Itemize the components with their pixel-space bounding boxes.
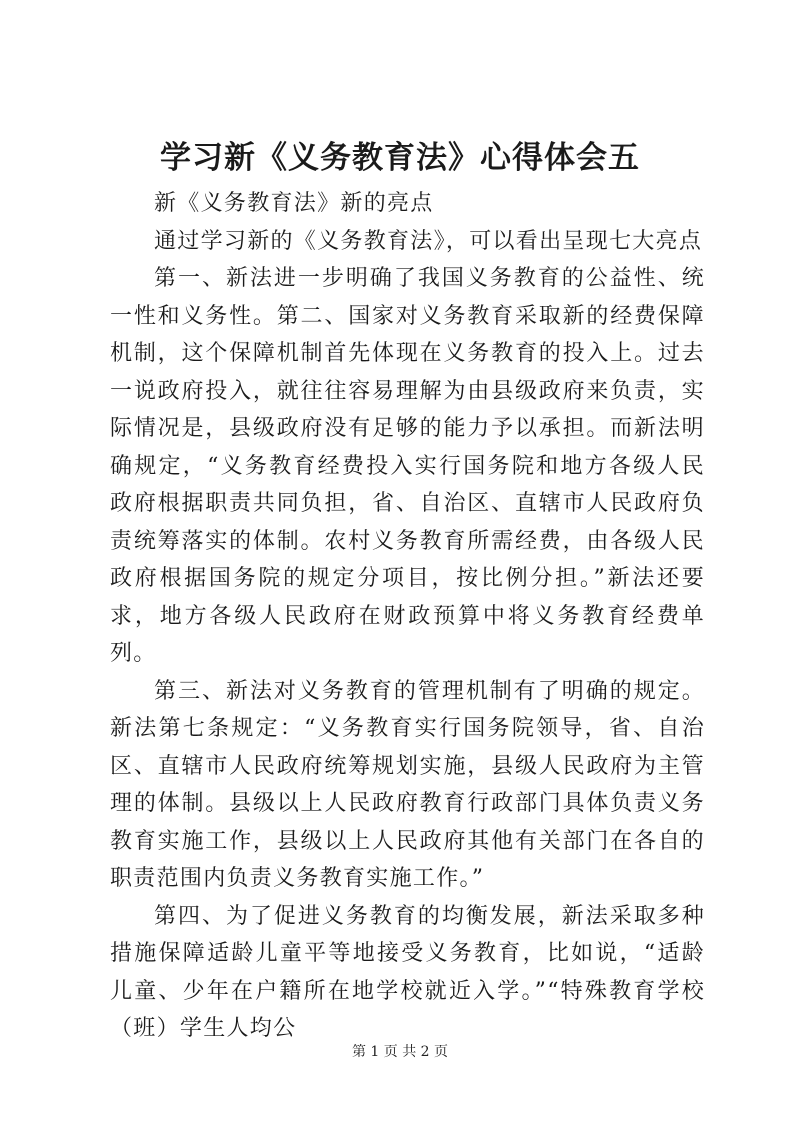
paragraph-first-second: 第一、新法进一步明确了我国义务教育的公益性、统一性和义务性。第二、国家对义务教育采取新的经费保障机制，这个保障机制首先体现在义务教育的投入上。过去一说政府投入，就往往容易理解为由县级政府来负责，实际情况是，县级政府没有足够的能力予以承担。而新法明确规定，“义务教育经费投入实行国务院和地方各级人民政府根据职责共同负担，省、自治区、直辖市人民政府负责统筹落实的体制。农村义务教育所需经费，由各级人民政府根据国务院的规定分项目，按比例分担。”新法还要求，地方各级人民政府在财政预算中将义务教育经费单列。 <box>110 266 705 666</box>
paragraph-intro: 通过学习新的《义务教育法》，可以看出呈现七大亮点 <box>154 228 703 254</box>
page-footer: 第 1 页 共 2 页 <box>351 1044 449 1060</box>
document-title: 学习新《义务教育法》心得体会五 <box>160 140 640 176</box>
paragraph-subheading: 新《义务教育法》新的亮点 <box>154 191 434 216</box>
paragraph-third: 第三、新法对义务教育的管理机制有了明确的规定。新法第七条规定：“义务教育实行国务院领导，省、自治区、直辖市人民政府统筹规划实施，县级人民政府为主管理的体制。县级以上人民政府教育行政部门具体负责义务教育实施工作，县级以上人民政府其他有关部门在各自的职责范围内负责义务教育实施工作。” <box>110 678 705 891</box>
paragraph-fourth: 第四、为了促进义务教育的均衡发展，新法采取多种措施保障适龄儿童平等地接受义务教育，比如说，“适龄儿童、少年在户籍所在地学校就近入学。”“特殊教育学校（班）学生人均公 <box>110 903 705 1041</box>
document-body <box>110 185 705 1048</box>
